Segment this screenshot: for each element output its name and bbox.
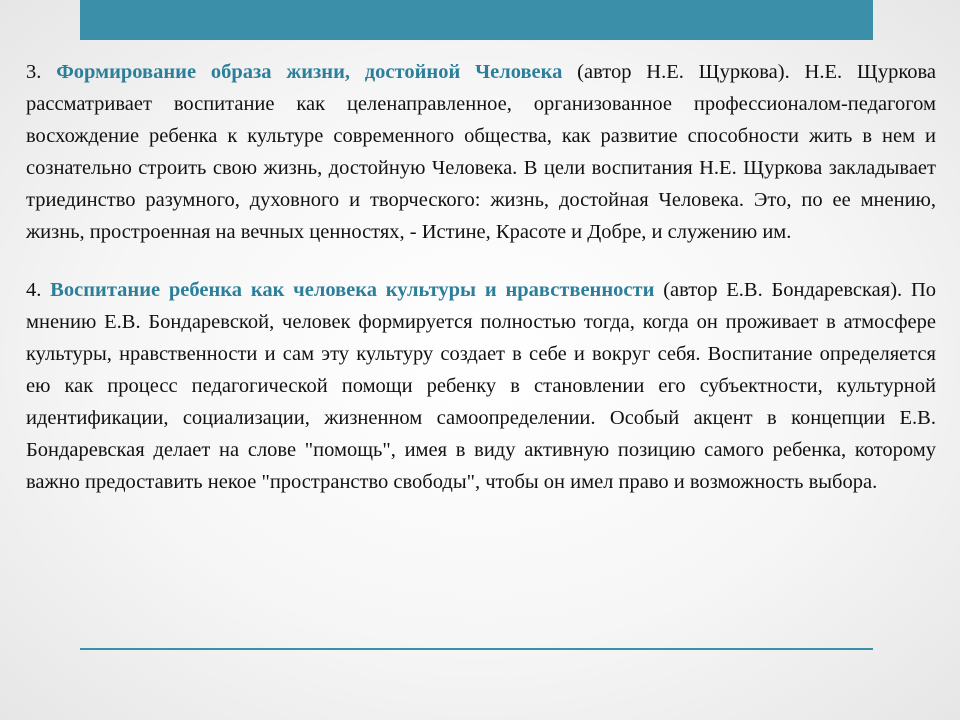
- paragraph-3: [26, 56, 936, 248]
- header-bar: [80, 0, 873, 40]
- paragraph-body: (автор Е.В. Бондаревская). По мнению Е.В. Бондаревской, человек формируется полностью тогда, когда он проживает в атмосфере культуры, нравственности и сам эту культуру создает в себе и вокруг себя. Воспитание определяется ею как процесс педагогической помощи ребенку в становлении его субъектности, культурной идентификации, социализации, жизненном самоопределении. Особый акцент в концепции Е.В. Бондаревская делает на слове "помощь", имея в виду активную позицию самого ребенка, которому важно предоставить некое "пространство свободы", чтобы он имел право и возможность выбора.: [26, 279, 937, 493]
- footer-divider: [80, 648, 873, 650]
- paragraph-heading: Воспитание ребенка как человека культуры и нравственности: [50, 279, 655, 301]
- paragraph-heading: Формирование образа жизни, достойной Человека: [56, 61, 563, 83]
- paragraph-body: (автор Н.Е. Щуркова). Н.Е. Щуркова рассматривает воспитание как целенаправленное, организованное профессионалом-педагогом восхождение ребенка к культуре современного общества, как развитие способности жить в нем и сознательно строить свою жизнь, достойную Человека. В цели воспитания Н.Е. Щуркова закладывает триединство разумного, духовного и творческого: жизнь, достойная Человека. Это, по ее мнению, жизнь, простроенная на вечных ценностях, - Истине, Красоте и Добре, и служению им.: [26, 61, 937, 243]
- slide-text: [26, 56, 936, 498]
- paragraph-4: [26, 274, 936, 498]
- paragraph-number: 3.: [26, 61, 57, 83]
- paragraph-number: 4.: [26, 279, 51, 301]
